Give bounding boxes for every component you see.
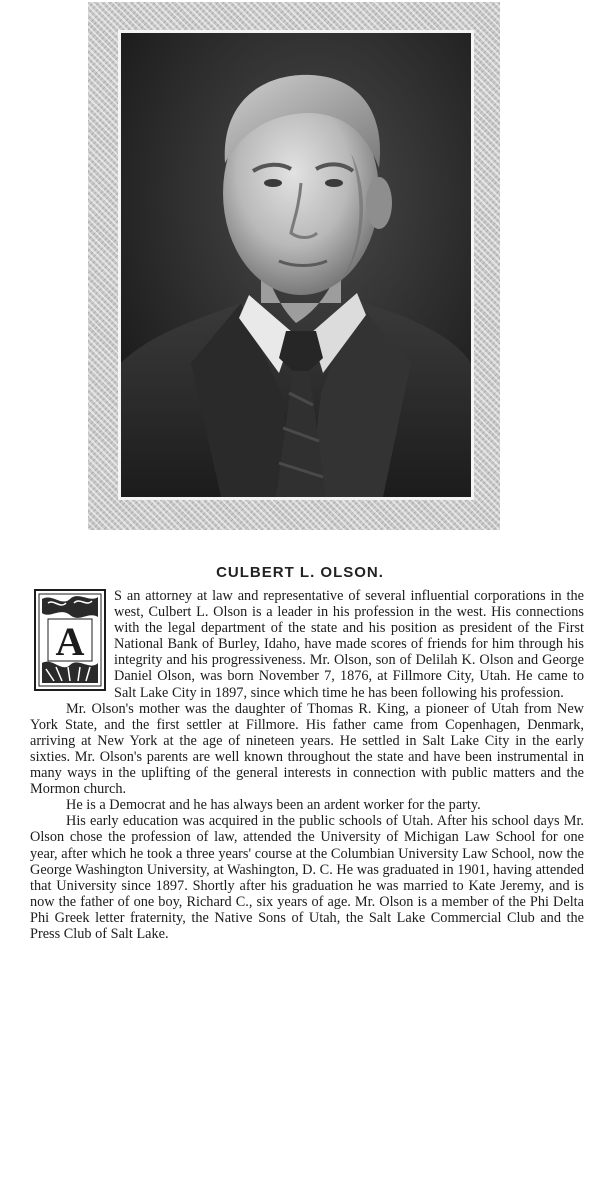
paragraph: He is a Democrat and he has always been an ardent worker for the party.	[66, 797, 481, 814]
paragraph: His early education was acquired in the public schools of Utah. After his school days Mr. Olson chose the profession of law, attended the University of Michigan Law School for one year, after which he took a three years' course at the Columbian University Law School, now the George Washington University, at Washington, D. C. He was graduated in 1901, having attended that University since 1897. Shortly after his graduation he was married to Kate Jeremy, and is now the father of one boy, Richard C., six years of age. Mr. Olson is a member of the Phi Delta Phi Greek letter fraternity, the Native Sons of Utah, the Salt Lake Commercial Club and the Press Club of Salt Lake.	[30, 813, 584, 942]
ornamental-dropcap	[34, 589, 106, 691]
portrait-photo	[118, 30, 474, 500]
article-body	[30, 588, 584, 942]
article-title: CULBERT L. OLSON.	[216, 564, 384, 581]
dropcap-ornament-icon	[34, 589, 106, 691]
paragraph: S an attorney at law and representative of several influential corporations in the west, Culbert L. Olson is a leader in his profession in the west. His connections with the legal department of the state and his position as president of the First National Bank of Burley, Idaho, have made scores of friends for him through his integrity and his progressiveness. Mr. Olson, son of Delilah K. Olson and George Daniel Olson, was born November 7, 1876, at Fillmore City, Utah. He came to Salt Lake City in 1897, since which time he has been following his profession.	[114, 588, 584, 701]
portrait-image	[121, 33, 471, 497]
paragraph: Mr. Olson's mother was the daughter of Thomas R. King, a pioneer of Utah from New York State, and the first settler at Fillmore. His father came from Copenhagen, Denmark, arriving at New York at the age of nineteen years. He settled in Salt Lake City in the early sixties. Mr. Olson's parents are well known throughout the state and have been instrumental in many ways in the uplifting of the general interests in connection with public matters and the Mormon church.	[30, 700, 584, 798]
dropcap-letter: A	[55, 619, 85, 664]
